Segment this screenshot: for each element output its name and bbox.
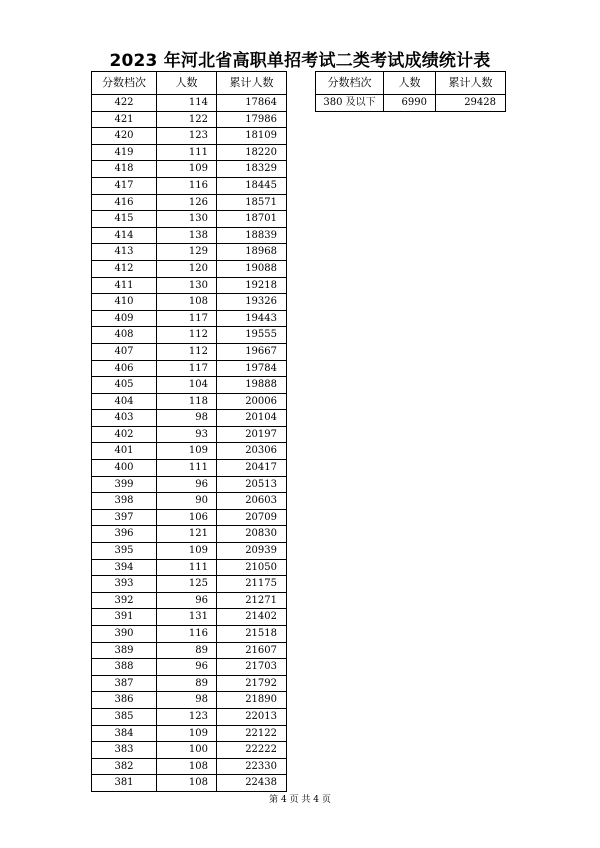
table-row: [92, 294, 287, 311]
table-row: [92, 360, 287, 377]
score-cell: 416: [92, 194, 157, 211]
cumulative-cell: 18968: [217, 244, 287, 261]
score-cell: 412: [92, 260, 157, 277]
count-cell: 126: [157, 194, 217, 211]
page-footer: 第 4 页 共 4 页: [269, 795, 331, 805]
table-header-row: [92, 72, 287, 95]
table-row: [92, 526, 287, 543]
count-cell: 6990: [384, 95, 436, 112]
cumulative-cell: 21050: [217, 559, 287, 576]
count-cell: 117: [157, 310, 217, 327]
table-row: [92, 393, 287, 410]
cumulative-cell: 22013: [217, 708, 287, 725]
count-cell: 96: [157, 476, 217, 493]
score-cell: 395: [92, 543, 157, 560]
cumulative-cell: 19555: [217, 327, 287, 344]
cumulative-cell: 20306: [217, 443, 287, 460]
score-cell: 399: [92, 476, 157, 493]
count-cell: 111: [157, 144, 217, 161]
table-row: [92, 177, 287, 194]
score-table: [91, 71, 287, 792]
table-row: [92, 443, 287, 460]
count-cell: 114: [157, 95, 217, 112]
count-cell: 109: [157, 725, 217, 742]
count-cell: 108: [157, 758, 217, 775]
count-cell: 125: [157, 576, 217, 593]
count-cell: 108: [157, 294, 217, 311]
score-cell: 419: [92, 144, 157, 161]
score-cell: 405: [92, 377, 157, 394]
cumulative-cell: 20417: [217, 460, 287, 477]
table-row: [92, 758, 287, 775]
table-row: [92, 543, 287, 560]
count-cell: 118: [157, 393, 217, 410]
score-cell: 393: [92, 576, 157, 593]
table-row: [92, 460, 287, 477]
count-cell: 117: [157, 360, 217, 377]
cumulative-cell: 21703: [217, 659, 287, 676]
table-row: [92, 426, 287, 443]
score-cell: 422: [92, 95, 157, 112]
table-row: [92, 144, 287, 161]
score-cell: 380 及以下: [316, 95, 384, 112]
count-cell: 109: [157, 161, 217, 178]
score-cell: 413: [92, 244, 157, 261]
count-cell: 100: [157, 742, 217, 759]
cumulative-cell: 20603: [217, 493, 287, 510]
cumulative-cell: 17986: [217, 111, 287, 128]
table-row: [92, 592, 287, 609]
cumulative-cell: 19888: [217, 377, 287, 394]
score-cell: 383: [92, 742, 157, 759]
table-row: [92, 659, 287, 676]
header-score: 分数档次: [92, 72, 157, 95]
header-score: 分数档次: [316, 72, 384, 95]
table-row: [92, 128, 287, 145]
score-cell: 420: [92, 128, 157, 145]
table-row: [92, 327, 287, 344]
table-row: [92, 775, 287, 792]
table-header-row: [316, 72, 506, 95]
cumulative-cell: 18571: [217, 194, 287, 211]
table-row: [92, 410, 287, 427]
cumulative-cell: 22222: [217, 742, 287, 759]
header-count: 人数: [384, 72, 436, 95]
score-cell: 388: [92, 659, 157, 676]
score-cell: 411: [92, 277, 157, 294]
count-cell: 122: [157, 111, 217, 128]
score-table-below: [315, 71, 506, 112]
cumulative-cell: 20709: [217, 509, 287, 526]
cumulative-cell: 19326: [217, 294, 287, 311]
score-cell: 404: [92, 393, 157, 410]
cumulative-cell: 22330: [217, 758, 287, 775]
count-cell: 98: [157, 692, 217, 709]
score-cell: 403: [92, 410, 157, 427]
cumulative-cell: 21607: [217, 642, 287, 659]
score-cell: 397: [92, 509, 157, 526]
cumulative-cell: 21518: [217, 626, 287, 643]
table-row: [92, 493, 287, 510]
score-cell: 410: [92, 294, 157, 311]
count-cell: 112: [157, 343, 217, 360]
count-cell: 106: [157, 509, 217, 526]
table-row: [92, 725, 287, 742]
score-cell: 382: [92, 758, 157, 775]
score-cell: 407: [92, 343, 157, 360]
score-cell: 402: [92, 426, 157, 443]
count-cell: 109: [157, 543, 217, 560]
table-row: [92, 277, 287, 294]
score-cell: 387: [92, 675, 157, 692]
cumulative-cell: 20939: [217, 543, 287, 560]
score-cell: 400: [92, 460, 157, 477]
cumulative-cell: 18220: [217, 144, 287, 161]
score-cell: 389: [92, 642, 157, 659]
cumulative-cell: 21792: [217, 675, 287, 692]
cumulative-cell: 18329: [217, 161, 287, 178]
count-cell: 120: [157, 260, 217, 277]
score-cell: 385: [92, 708, 157, 725]
score-cell: 421: [92, 111, 157, 128]
count-cell: 111: [157, 460, 217, 477]
table-row: [92, 609, 287, 626]
count-cell: 116: [157, 626, 217, 643]
score-cell: 396: [92, 526, 157, 543]
cumulative-cell: 20830: [217, 526, 287, 543]
header-cumulative: 累计人数: [436, 72, 506, 95]
cumulative-cell: 21271: [217, 592, 287, 609]
table-row: [316, 95, 506, 112]
cumulative-cell: 20104: [217, 410, 287, 427]
table-row: [92, 509, 287, 526]
table-row: [92, 343, 287, 360]
table-row: [92, 227, 287, 244]
count-cell: 116: [157, 177, 217, 194]
table-row: [92, 642, 287, 659]
count-cell: 111: [157, 559, 217, 576]
count-cell: 130: [157, 211, 217, 228]
count-cell: 138: [157, 227, 217, 244]
count-cell: 130: [157, 277, 217, 294]
score-cell: 381: [92, 775, 157, 792]
table-row: [92, 692, 287, 709]
score-cell: 418: [92, 161, 157, 178]
count-cell: 104: [157, 377, 217, 394]
table-row: [92, 576, 287, 593]
table-row: [92, 244, 287, 261]
count-cell: 131: [157, 609, 217, 626]
count-cell: 121: [157, 526, 217, 543]
cumulative-cell: 21402: [217, 609, 287, 626]
cumulative-cell: 19784: [217, 360, 287, 377]
score-table-body: [92, 95, 287, 792]
cumulative-cell: 18109: [217, 128, 287, 145]
score-table-below-body: [316, 95, 506, 112]
table-row: [92, 626, 287, 643]
cumulative-cell: 19443: [217, 310, 287, 327]
table-row: [92, 194, 287, 211]
cumulative-cell: 20513: [217, 476, 287, 493]
count-cell: 123: [157, 708, 217, 725]
cumulative-cell: 17864: [217, 95, 287, 112]
cumulative-cell: 20006: [217, 393, 287, 410]
count-cell: 96: [157, 659, 217, 676]
cumulative-cell: 22122: [217, 725, 287, 742]
cumulative-cell: 19667: [217, 343, 287, 360]
score-cell: 401: [92, 443, 157, 460]
count-cell: 96: [157, 592, 217, 609]
count-cell: 98: [157, 410, 217, 427]
table-row: [92, 476, 287, 493]
score-cell: 406: [92, 360, 157, 377]
cumulative-cell: 29428: [436, 95, 506, 112]
count-cell: 93: [157, 426, 217, 443]
count-cell: 90: [157, 493, 217, 510]
score-cell: 390: [92, 626, 157, 643]
count-cell: 112: [157, 327, 217, 344]
table-row: [92, 111, 287, 128]
table-row: [92, 742, 287, 759]
table-row: [92, 708, 287, 725]
page-title: 2023 年河北省高职单招考试二类考试成绩统计表: [109, 51, 491, 71]
score-cell: 384: [92, 725, 157, 742]
table-row: [92, 211, 287, 228]
count-cell: 89: [157, 675, 217, 692]
cumulative-cell: 18839: [217, 227, 287, 244]
cumulative-cell: 21890: [217, 692, 287, 709]
count-cell: 129: [157, 244, 217, 261]
cumulative-cell: 18701: [217, 211, 287, 228]
count-cell: 123: [157, 128, 217, 145]
score-cell: 392: [92, 592, 157, 609]
score-cell: 386: [92, 692, 157, 709]
score-cell: 398: [92, 493, 157, 510]
count-cell: 109: [157, 443, 217, 460]
score-cell: 414: [92, 227, 157, 244]
score-cell: 417: [92, 177, 157, 194]
cumulative-cell: 22438: [217, 775, 287, 792]
table-row: [92, 95, 287, 112]
count-cell: 89: [157, 642, 217, 659]
table-row: [92, 675, 287, 692]
header-count: 人数: [157, 72, 217, 95]
score-cell: 409: [92, 310, 157, 327]
cumulative-cell: 18445: [217, 177, 287, 194]
score-cell: 408: [92, 327, 157, 344]
table-row: [92, 260, 287, 277]
cumulative-cell: 21175: [217, 576, 287, 593]
score-cell: 415: [92, 211, 157, 228]
table-row: [92, 377, 287, 394]
score-cell: 391: [92, 609, 157, 626]
cumulative-cell: 19088: [217, 260, 287, 277]
cumulative-cell: 20197: [217, 426, 287, 443]
score-cell: 394: [92, 559, 157, 576]
table-row: [92, 559, 287, 576]
count-cell: 108: [157, 775, 217, 792]
cumulative-cell: 19218: [217, 277, 287, 294]
table-row: [92, 310, 287, 327]
table-row: [92, 161, 287, 178]
header-cumulative: 累计人数: [217, 72, 287, 95]
